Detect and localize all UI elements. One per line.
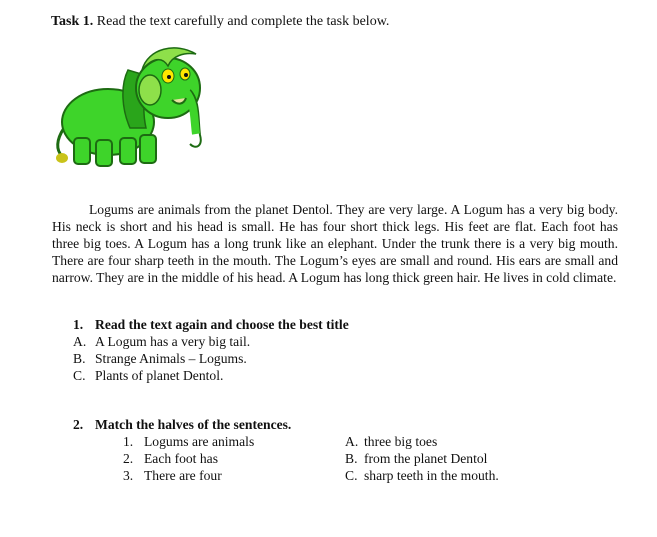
question-2-number: 2. xyxy=(73,417,84,432)
option-text: Strange Animals – Logums. xyxy=(95,351,247,366)
match-left-text: Each foot has xyxy=(144,451,218,466)
question-1 xyxy=(73,317,349,384)
match-letter: C. xyxy=(345,468,358,483)
match-right-text: from the planet Dentol xyxy=(364,451,488,466)
reading-passage: Logums are animals from the planet Dentol. They are very large. A Logum has a very big body. His neck is short and his head is small. He has four short thick legs. His feet are flat. Each foot has three big toes. A Logum has a long trunk like an elephant. Under the trunk there is a very big mouth. There are four sharp teeth in the mouth. The Logum’s eyes are small and round. His ears are small and narrow. They are in the middle of his head. A Logum has long thick green hair. He lives in cold climate. xyxy=(52,202,618,285)
match-row xyxy=(73,433,593,450)
question-1-title xyxy=(73,317,349,333)
option-text: A Logum has a very big tail. xyxy=(95,334,251,349)
option-a xyxy=(73,333,349,350)
match-left-text: Logums are animals xyxy=(144,434,255,449)
match-number: 1. xyxy=(123,434,134,449)
match-right-item xyxy=(345,450,487,467)
option-letter: B. xyxy=(73,351,86,366)
match-right-item xyxy=(345,433,437,450)
match-left-text: There are four xyxy=(144,468,222,483)
question-2-title xyxy=(73,417,593,433)
green-elephant-logum-image xyxy=(50,40,210,175)
task-label: Task 1. xyxy=(51,14,94,29)
match-number: 3. xyxy=(123,468,134,483)
match-right-item xyxy=(345,467,499,484)
match-letter: A. xyxy=(345,434,359,449)
task-header xyxy=(51,14,389,30)
question-2-text: Match the halves of the sentences. xyxy=(95,417,292,432)
option-letter: A. xyxy=(73,334,87,349)
match-row xyxy=(73,450,593,467)
match-left-item xyxy=(73,433,345,450)
match-right-text: sharp teeth in the mouth. xyxy=(364,468,499,483)
match-left-item xyxy=(73,450,345,467)
match-number: 2. xyxy=(123,451,134,466)
match-right-text: three big toes xyxy=(364,434,438,449)
match-left-item xyxy=(73,467,345,484)
option-b xyxy=(73,350,349,367)
match-row xyxy=(73,467,593,484)
question-1-number: 1. xyxy=(73,317,84,332)
question-1-text: Read the text again and choose the best title xyxy=(95,317,349,332)
option-letter: C. xyxy=(73,368,86,383)
option-c xyxy=(73,367,349,384)
task-instruction: Read the text carefully and complete the task below. xyxy=(96,14,390,29)
option-text: Plants of planet Dentol. xyxy=(95,368,224,383)
match-letter: B. xyxy=(345,451,358,466)
question-2 xyxy=(73,417,593,484)
